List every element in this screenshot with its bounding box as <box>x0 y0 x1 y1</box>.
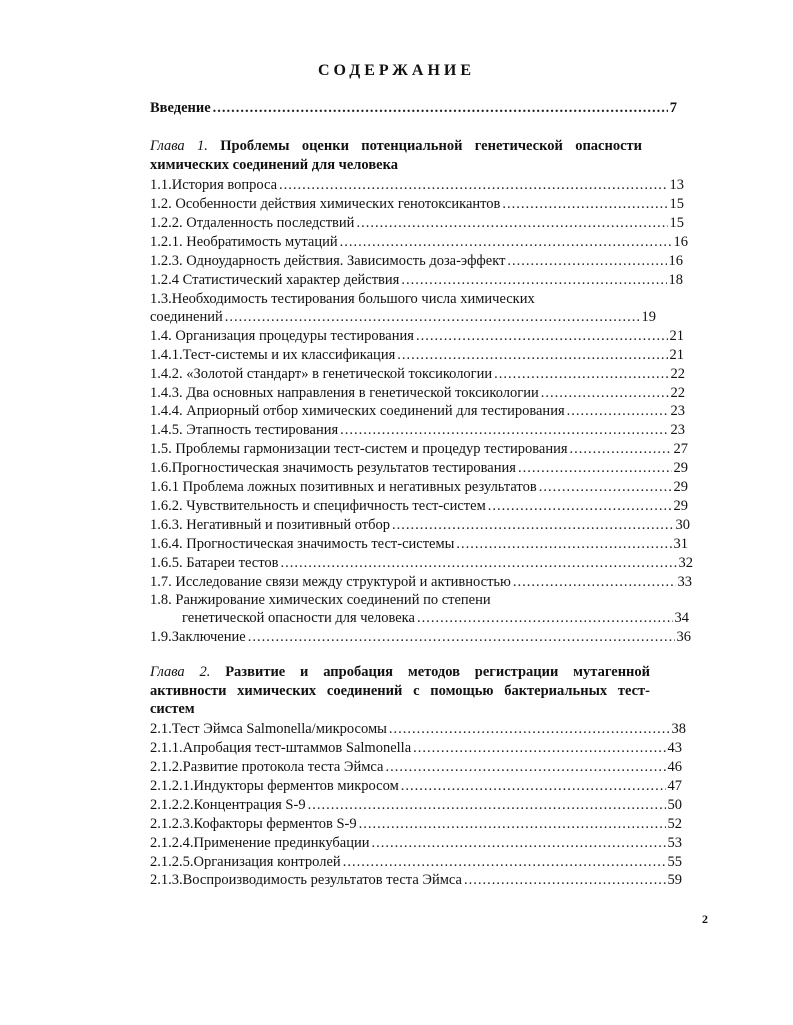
toc-entry <box>150 307 656 327</box>
toc-entry-page: 50 <box>667 797 682 813</box>
toc-entry-label: 1.2.4 Статистический характер действия <box>150 272 400 288</box>
toc-entry-label: 2.1.3.Воспроизводимость результатов теста Эймса <box>150 872 462 888</box>
dot-leader <box>464 870 666 890</box>
chapter-2-heading <box>150 663 650 719</box>
toc-entry <box>150 345 684 365</box>
page-title: СОДЕРЖАНИЕ <box>317 62 476 79</box>
toc-entry-label: 1.2.2. Отдаленность последствий <box>150 215 355 231</box>
toc-entry <box>150 194 684 214</box>
dot-leader <box>567 401 669 421</box>
toc-entry-page: 22 <box>670 366 685 382</box>
dot-leader <box>213 98 668 118</box>
dot-leader <box>541 383 669 403</box>
toc-entry-page: 21 <box>669 328 684 344</box>
toc-entry-page: 33 <box>677 574 692 590</box>
dot-leader <box>416 326 668 346</box>
toc-entry-page: 23 <box>670 403 685 419</box>
toc-entry-label: соединений <box>150 309 223 325</box>
dot-leader <box>507 251 666 271</box>
toc-entry-label: 1.4.4. Априорный отбор химических соединений для тестирования <box>150 403 565 419</box>
toc-entry-page: 55 <box>667 854 682 870</box>
chapter-1-title: Проблемы оценки потенциальной генетической опасности химических соединений для человека <box>150 138 643 173</box>
toc-entry-label: 1.4.3. Два основных направления в генетической токсикологии <box>150 385 539 401</box>
toc-entry-label: 1.6.4. Прогностическая значимость тест-системы <box>150 536 455 552</box>
dot-leader <box>401 776 666 796</box>
toc-entry-label: 1.3.Необходимость тестирования большого числа химических <box>150 291 535 307</box>
dot-leader <box>372 833 666 853</box>
toc-entry-page: 47 <box>667 778 682 794</box>
dot-leader <box>308 795 666 815</box>
toc-entry-label: 1.4.5. Этапность тестирования <box>150 422 339 438</box>
toc-entry <box>150 795 682 815</box>
toc-entry-page: 22 <box>670 385 685 401</box>
dot-leader <box>417 608 673 628</box>
toc-entry-label: 2.1.2.1.Индукторы ферментов микросом <box>150 778 399 794</box>
toc-entry-label: Введение <box>150 100 211 116</box>
dot-leader <box>225 307 640 327</box>
toc-entry <box>182 608 689 628</box>
dot-leader <box>359 814 666 834</box>
toc-entry-page: 59 <box>667 872 682 888</box>
chapter-2-title: Развитие и апробация методов регистрации мутагенной активности химических соединений с помощью бактериальных тест-систем <box>150 664 651 717</box>
dot-leader <box>279 175 667 195</box>
toc-entry <box>150 757 682 777</box>
toc-entry <box>150 553 693 573</box>
toc-entry <box>150 852 682 872</box>
toc-entry <box>150 251 683 271</box>
chapter-2-number: Глава 2. <box>150 664 211 680</box>
dot-leader <box>494 364 668 384</box>
toc-entry <box>150 420 685 440</box>
dot-leader <box>488 496 672 516</box>
toc-entry-label: 1.2.3. Одноударность действия. Зависимость доза-эффект <box>150 253 506 269</box>
toc-entry-label: 1.6.3. Негативный и позитивный отбор <box>150 517 390 533</box>
toc-entry-label: генетической опасности для человека <box>182 610 415 626</box>
toc-entry-page: 13 <box>669 177 684 193</box>
toc-entry-page: 29 <box>673 498 688 514</box>
toc-entry-page: 52 <box>667 816 682 832</box>
toc-entry-page: 34 <box>674 610 689 626</box>
dot-leader <box>389 719 670 739</box>
dot-leader <box>340 420 668 440</box>
toc-entry <box>150 515 690 535</box>
toc-entry <box>150 870 682 890</box>
toc-entry-page: 23 <box>670 422 685 438</box>
toc-entry <box>150 326 684 346</box>
toc-entry-continued <box>150 289 535 309</box>
toc-entry-page: 16 <box>673 234 688 250</box>
toc-entry-page: 43 <box>667 740 682 756</box>
toc-entry <box>150 833 682 853</box>
toc-entry-page: 38 <box>671 721 686 737</box>
toc-entry-label: 1.2.1. Необратимость мутаций <box>150 234 338 250</box>
toc-entry-label: 2.1.2.5.Организация контролей <box>150 854 341 870</box>
dot-leader <box>413 738 665 758</box>
toc-entry-label: 2.1.2.Развитие протокола теста Эймса <box>150 759 384 775</box>
dot-leader <box>401 270 666 290</box>
toc-entry-label: 1.6.Прогностическая значимость результатов тестирования <box>150 460 516 476</box>
toc-entry-label: 1.2. Особенности действия химических генотоксикантов <box>150 196 501 212</box>
toc-entry <box>150 175 684 195</box>
toc-entry <box>150 270 683 290</box>
toc-entry-label: 1.4. Организация процедуры тестирования <box>150 328 414 344</box>
dot-leader <box>343 852 666 872</box>
toc-entry-page: 46 <box>667 759 682 775</box>
dot-leader <box>502 194 667 214</box>
toc-entry <box>150 401 685 421</box>
toc-entry <box>150 719 686 739</box>
toc-entry-page: 18 <box>668 272 683 288</box>
toc-entry-label: 1.6.5. Батареи тестов <box>150 555 279 571</box>
dot-leader <box>392 515 674 535</box>
toc-entry-page: 27 <box>673 441 688 457</box>
toc-entry <box>150 814 682 834</box>
toc-entry-intro <box>150 98 677 118</box>
dot-leader <box>456 534 671 554</box>
toc-entry <box>150 439 688 459</box>
dot-leader <box>280 553 676 573</box>
dot-leader <box>570 439 672 459</box>
toc-entry-page: 30 <box>675 517 690 533</box>
dot-leader <box>385 757 665 777</box>
toc-entry-label: 1.7. Исследование связи между структурой и активностью <box>150 574 511 590</box>
toc-entry-page: 15 <box>669 215 684 231</box>
toc-entry-page: 36 <box>676 629 691 645</box>
toc-entry-page: 16 <box>668 253 683 269</box>
toc-entry-page: 53 <box>667 835 682 851</box>
toc-entry-page: 31 <box>673 536 688 552</box>
toc-entry-page: 7 <box>669 100 677 116</box>
toc-entry <box>150 496 688 516</box>
toc-entry-page: 32 <box>678 555 693 571</box>
toc-entry <box>150 776 682 796</box>
toc-entry <box>150 232 688 252</box>
toc-entry-continued <box>150 590 491 610</box>
toc-entry <box>150 627 691 647</box>
dot-leader <box>248 627 675 647</box>
toc-entry <box>150 738 682 758</box>
toc-entry-page: 15 <box>669 196 684 212</box>
toc-entry-page: 21 <box>669 347 684 363</box>
toc-entry-label: 1.6.1 Проблема ложных позитивных и негативных результатов <box>150 479 537 495</box>
toc-entry <box>150 364 685 384</box>
toc-entry-label: 1.4.2. «Золотой стандарт» в генетической токсикологии <box>150 366 493 382</box>
toc-entry-page: 29 <box>673 460 688 476</box>
chapter-1-number: Глава 1. <box>150 138 208 154</box>
toc-entry <box>150 477 688 497</box>
toc-entry-label: 1.8. Ранжирование химических соединений по степени <box>150 592 491 608</box>
dot-leader <box>513 572 676 592</box>
toc-entry-label: 2.1.Тест Эймса Salmonella/микросомы <box>150 721 387 737</box>
toc-entry <box>150 534 688 554</box>
toc-entry <box>150 458 688 478</box>
toc-entry-label: 2.1.2.2.Концентрация S-9 <box>150 797 306 813</box>
toc-entry-label: 2.1.1.Апробация тест-штаммов Salmonella <box>150 740 412 756</box>
toc-entry-label: 2.1.2.4.Применение прединкубации <box>150 835 370 851</box>
chapter-1-heading <box>150 137 642 174</box>
toc-entry <box>150 213 684 233</box>
toc-entry-label: 1.4.1.Тест-системы и их классификация <box>150 347 396 363</box>
page-number: 2 <box>702 912 708 926</box>
toc-entry-label: 2.1.2.3.Кофакторы ферментов S-9 <box>150 816 357 832</box>
toc-entry-page: 29 <box>673 479 688 495</box>
toc-entry <box>150 383 685 403</box>
toc-entry-label: 1.6.2. Чувствительность и специфичность тест-систем <box>150 498 486 514</box>
dot-leader <box>397 345 667 365</box>
dot-leader <box>518 458 672 478</box>
dot-leader <box>539 477 672 497</box>
toc-entry-label: 1.1.История вопроса <box>150 177 278 193</box>
toc-entry-label: 1.5. Проблемы гармонизации тест-систем и процедур тестирования <box>150 441 568 457</box>
toc-entry-label: 1.9.Заключение <box>150 629 246 645</box>
toc-entry-page: 19 <box>641 309 656 325</box>
dot-leader <box>356 213 667 233</box>
toc-entry <box>150 572 692 592</box>
dot-leader <box>340 232 672 252</box>
